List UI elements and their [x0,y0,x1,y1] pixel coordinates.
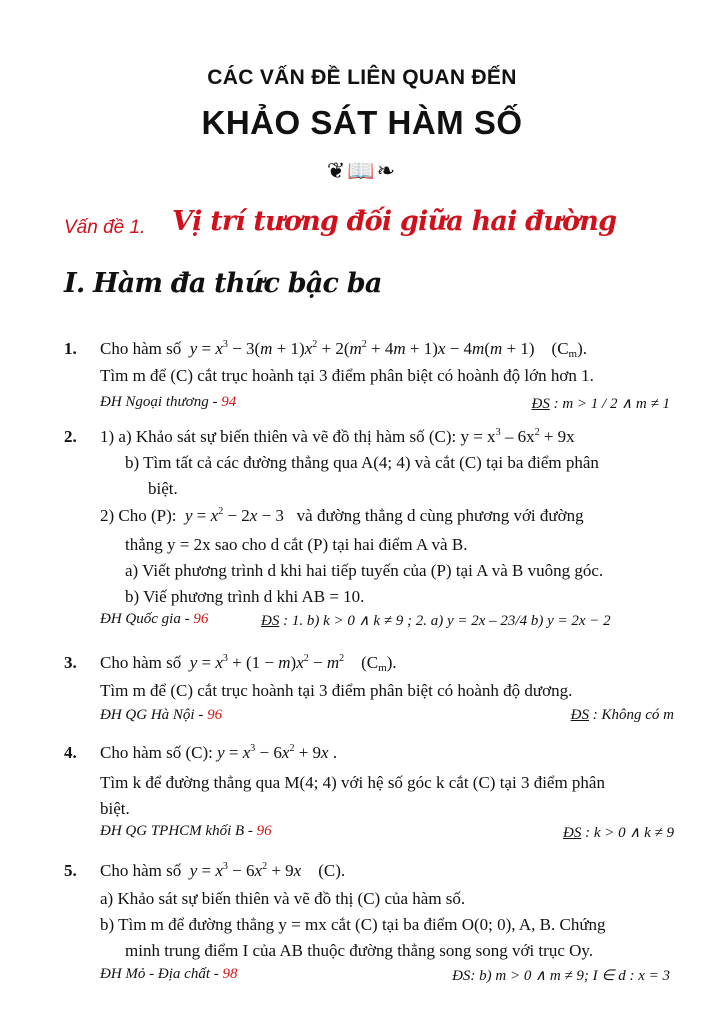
problem-answer: ĐS : k > 0 ∧ k ≠ 9 [563,825,674,841]
part-2: 2) Cho (P): $y = x^2 - 2x - 3$ và đường thẳng d cùng phương với đường [100,506,584,525]
part-b: b) Tìm m để đường thẳng y = mx cắt (C) tại ba điểm O(0; 0), A, B. Chứng [100,915,606,934]
problem-question: Tìm m để (C) cắt trục hoành tại 3 điểm phân biệt có hoành độ lớn hơn 1. [100,366,594,385]
problem-source: ĐH Quốc gia - 96 [100,611,209,627]
problem-number: 1. [64,339,77,358]
problem-source: ĐH Mỏ - Địa chất - 98 [100,966,238,982]
page-title: KHẢO SÁT HÀM SỐ [201,104,523,141]
problem-statement: Cho hàm số (C): $y = x^3 - 6x^2 + 9x$ . [100,743,338,762]
book-ornament-icon: ❦📖❧ [326,158,398,183]
heading-line-1: CÁC VẤN ĐỀ LIÊN QUAN ĐẾN [207,66,517,89]
problem-source: ĐH QG Hà Nội - 96 [100,707,223,723]
problem-question: Tìm m để (C) cắt trục hoành tại 3 điểm phân biệt có hoành độ dương. [100,681,573,700]
section-title: I. Hàm đa thức bậc ba [64,268,382,299]
part-1b: b) Tìm tất cả các đường thẳng qua A(4; 4) và cắt (C) tại ba điểm phân [125,453,599,472]
part-b-continued: minh trung điểm I của AB thuộc đường thẳng song song với trục Oy. [125,941,594,960]
problem-source: ĐH Ngoại thương - 94 [100,394,237,410]
problem-number: 3. [64,653,77,672]
problem-question: Tìm k để đường thẳng qua M(4; 4) với hệ số góc k cắt (C) tại 3 điểm phân [100,773,605,792]
problem-number: 5. [64,861,77,880]
problem-answer: ĐS : Không có m [570,707,674,723]
part-2b: b) Viế phương trình d khi AB = 10. [125,587,365,606]
problem-statement: Cho hàm số $y = x^3 - 3(m + 1)x^2 + 2(m^2 + 4m + 1)x - 4m(m + 1)$ $(C_m)$. [100,339,588,360]
problem-answer: ĐS : m > 1 / 2 ∧ m ≠ 1 [531,396,670,412]
problem-statement: Cho hàm số $y = x^3 - 6x^2 + 9x$ (C). [100,861,346,880]
topic-label: Vấn đề 1. [64,217,146,238]
problem-source: ĐH QG TPHCM khối B - 96 [100,823,272,839]
statement-prefix: Cho hàm số [100,339,182,358]
problem-answer: ĐS : 1. b) k > 0 ∧ k ≠ 9 ; 2. a) y = 2x – 23/4 b) y = 2x − 2 [261,613,611,629]
topic-title: Vị trí tương đối giữa hai đường [172,206,617,237]
problem-number: 2. [64,427,77,446]
problem-number: 4. [64,743,77,762]
part-1a: 1) a) Khảo sát sự biến thiên và vẽ đồ thị hàm số (C): $y = x^3 - 6x^2 + 9x$ [100,427,575,446]
part-a: a) Khảo sát sự biến thiên và vẽ đồ thị (C) của hàm số. [100,889,466,908]
problem-question-continued: biệt. [100,799,130,818]
part-1b-continued: biệt. [148,479,178,498]
part-2a: a) Viết phương trình d khi hai tiếp tuyến của (P) tại A và B vuông góc. [125,561,604,580]
problem-answer: ĐS: b) m > 0 ∧ m ≠ 9; I ∈ d : x = 3 [452,968,670,984]
part-2-continued: thẳng y = 2x sao cho d cắt (P) tại hai điểm A và B. [125,535,468,554]
problem-statement: Cho hàm số $y = x^3 + (1 - m)x^2 - m^2$ $(C_m)$. [100,653,397,674]
